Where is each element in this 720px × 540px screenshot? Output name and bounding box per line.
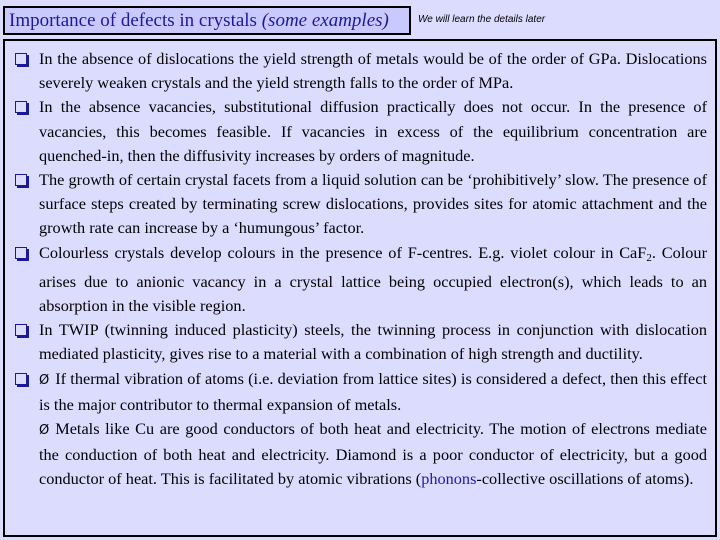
square-bullet-icon xyxy=(15,101,27,113)
list-item xyxy=(15,47,707,95)
item-text-end: -collective oscillations of atoms). xyxy=(476,469,694,489)
subscript: 2 xyxy=(646,251,652,264)
item-text: In the absence vacancies, substitutional diffusion practically does not occur. In the presence of vacancies, this becomes feasible. If vacancies in excess of the equilibrium concentration are quenched-in, then the diffusivity increases by orders of magnitude. xyxy=(39,97,707,165)
arrow-bullet-icon: Ø xyxy=(39,423,50,439)
title-main: Importance of defects in crystals xyxy=(9,10,262,31)
item-text: The growth of certain crystal facets from a liquid solution can be ‘prohibitively’ slow. The presence of surface steps created by terminating screw dislocations, provides sites for atomic attachment and the growth rate can increase by a ‘humungous’ factor. xyxy=(39,170,707,238)
list-item xyxy=(15,318,707,366)
square-bullet-icon xyxy=(15,324,27,336)
content-panel xyxy=(3,39,717,537)
item-text-cont: Metals like Cu are good conductors of both heat and electricity. The motion of electrons mediate the conduction of both heat and electricity. Diamond is a poor conductor of electricity, but a good conductor of heat. This is facilitated by atomic vibrations ( xyxy=(39,419,707,489)
list-item xyxy=(15,241,707,319)
square-bullet-icon xyxy=(15,247,27,259)
item-text: In TWIP (twinning induced plasticity) steels, the twinning process in conjunction with dislocation mediated plasticity, gives rise to a material with a combination of high strength and ductility. xyxy=(39,320,707,364)
item-text: If thermal vibration of atoms (i.e. deviation from lattice sites) is considered a defect, then this effect is the major contributor to thermal expansion of metals. xyxy=(39,368,707,414)
item-text-cont: . Colour arises due to anionic vacancy in a crystal lattice being occupied electron(s), which leads to an absorption in the visible region. xyxy=(39,242,707,316)
title-italic: (some examples) xyxy=(261,10,389,31)
list-item xyxy=(15,95,707,168)
phonons-highlight: phonons xyxy=(421,469,477,489)
list-item xyxy=(15,168,707,241)
bullet-list xyxy=(15,47,707,492)
item-text: In the absence of dislocations the yield strength of metals would be of the order of GPa. Dislocations severely weaken crystals and the yield strength falls to the order of MPa. xyxy=(39,49,707,93)
page-title xyxy=(3,6,411,35)
square-bullet-icon xyxy=(15,174,27,186)
item-text: Colourless crystals develop colours in the presence of F-centres. E.g. violet colour in CaF xyxy=(39,242,647,262)
square-bullet-icon xyxy=(15,53,27,65)
square-bullet-icon xyxy=(15,373,27,385)
details-note: We will learn the details later xyxy=(418,14,546,25)
list-item xyxy=(15,367,707,492)
arrow-bullet-icon: Ø xyxy=(39,372,50,388)
